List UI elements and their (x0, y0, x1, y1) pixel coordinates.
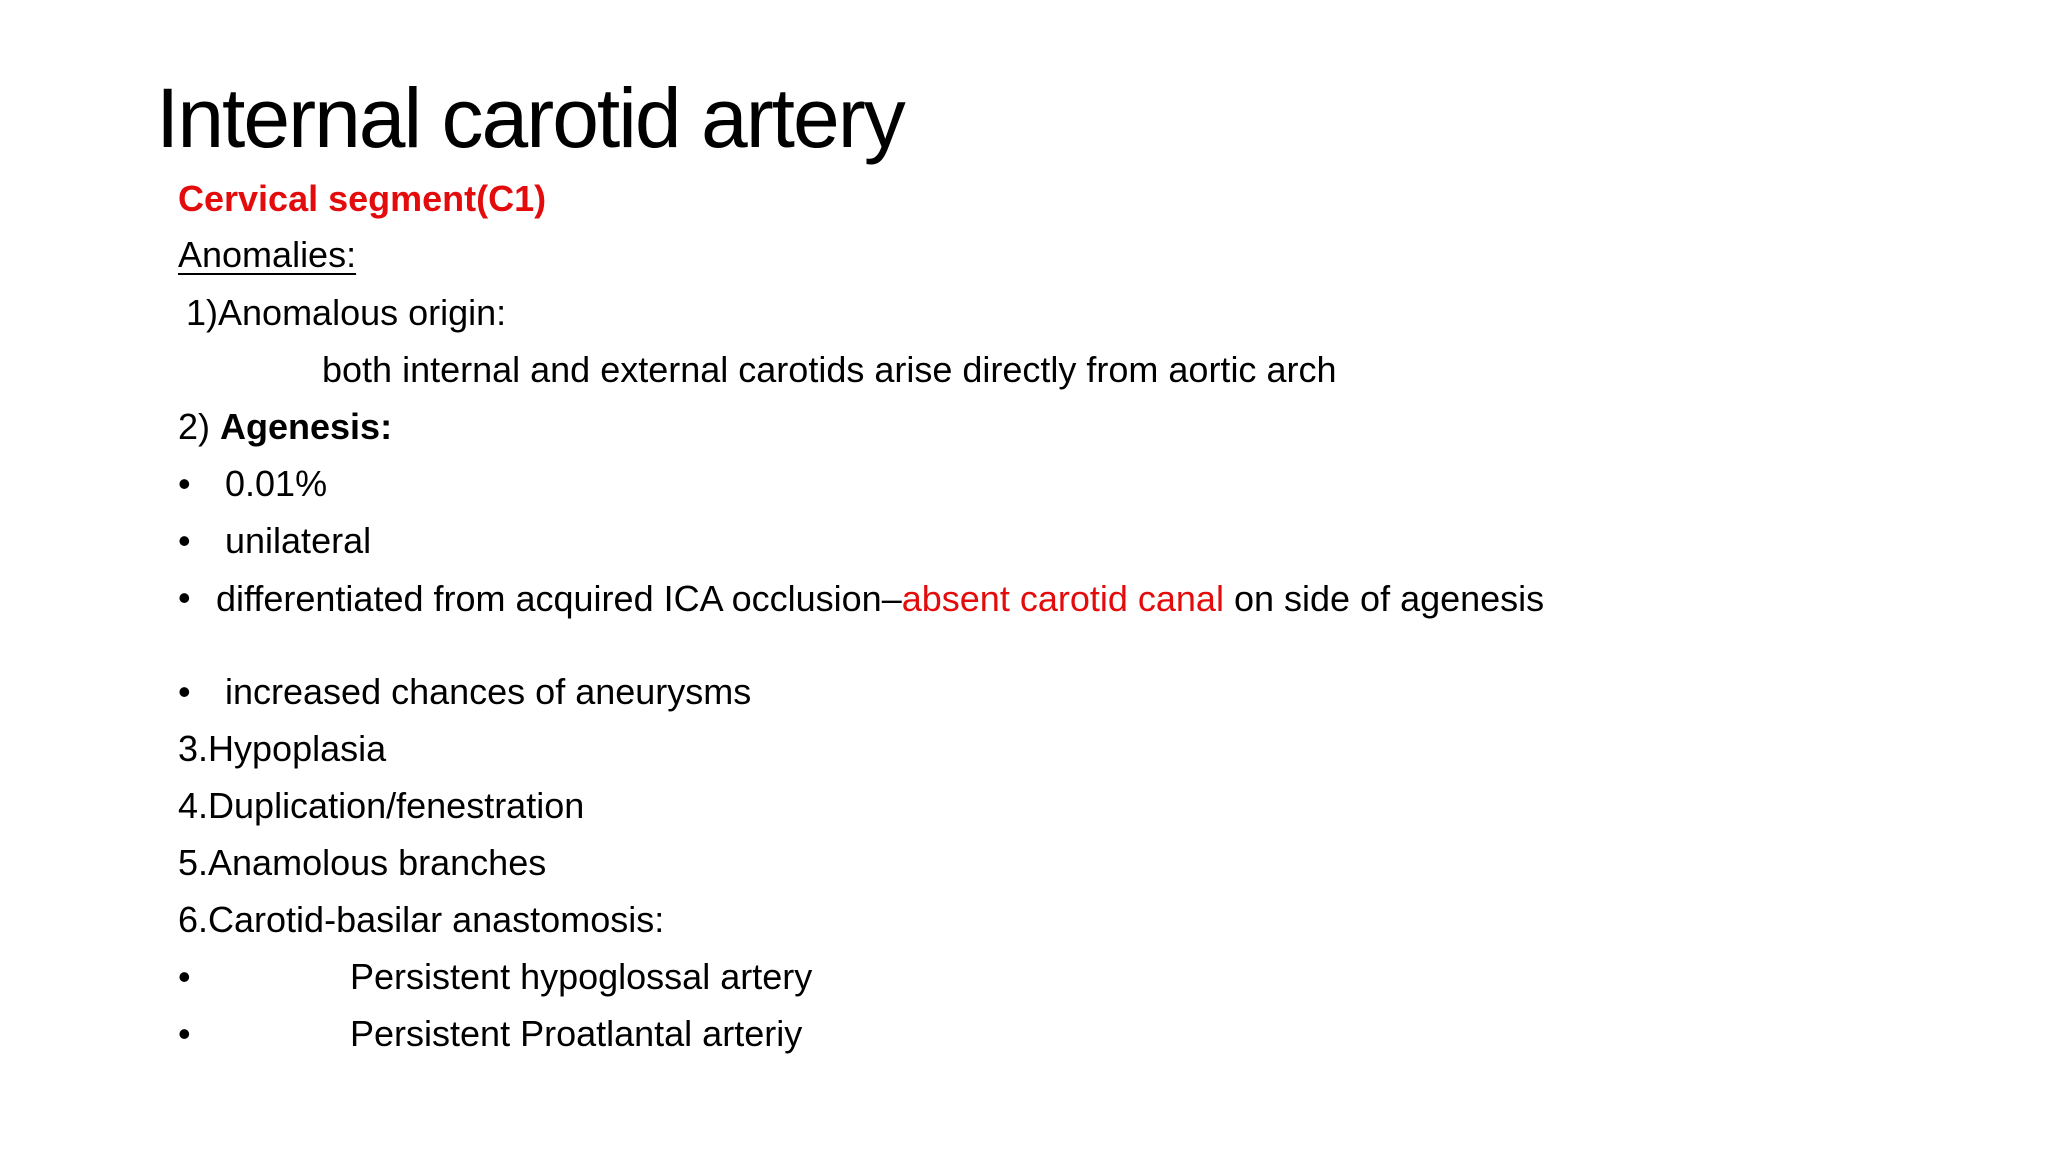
item-carotid-basilar-anastomosis: 6.Carotid-basilar anastomosis: (178, 899, 665, 940)
item-anomalous-branches: 5.Anamolous branches (178, 842, 547, 883)
differentiation-text: differentiated from acquired ICA occlusion– (216, 578, 902, 619)
item-hypoplasia: 3.Hypoplasia (178, 728, 387, 769)
anomalies-label: Anomalies: (178, 234, 357, 275)
absent-carotid-canal-highlight: absent carotid canal (901, 578, 1224, 619)
item-agenesis-prefix: 2) (178, 406, 221, 447)
differentiation-text-end: on side of agenesis (1223, 578, 1545, 619)
item-agenesis-label: Agenesis: (220, 406, 393, 447)
agenesis-bullet-unilateral: unilateral (225, 520, 372, 561)
bullet-glyph: • (178, 463, 191, 504)
item-duplication: 4.Duplication/fenestration (178, 785, 585, 826)
bullet-glyph: • (178, 520, 191, 561)
anastomosis-bullet-proatlantal: Persistent Proatlantal arteriy (350, 1013, 803, 1054)
slide-title: Internal carotid artery (156, 71, 904, 165)
bullet-glyph: • (178, 577, 191, 618)
agenesis-bullet-aneurysms: increased chances of aneurysms (225, 671, 752, 712)
item-agenesis (178, 405, 392, 449)
bullet-glyph: • (178, 1013, 191, 1054)
item-anomalous-origin: 1)Anomalous origin: (186, 292, 507, 333)
agenesis-bullet-differentiation (216, 580, 1576, 617)
anastomosis-bullet-hypoglossal: Persistent hypoglossal artery (350, 956, 813, 997)
agenesis-bullet-incidence: 0.01% (225, 463, 328, 504)
bullet-glyph: • (178, 671, 191, 712)
bullet-glyph: • (178, 956, 191, 997)
section-heading: Cervical segment(C1) (178, 178, 547, 219)
anomalous-origin-detail: both internal and external carotids arise directly from aortic arch (322, 349, 1337, 390)
